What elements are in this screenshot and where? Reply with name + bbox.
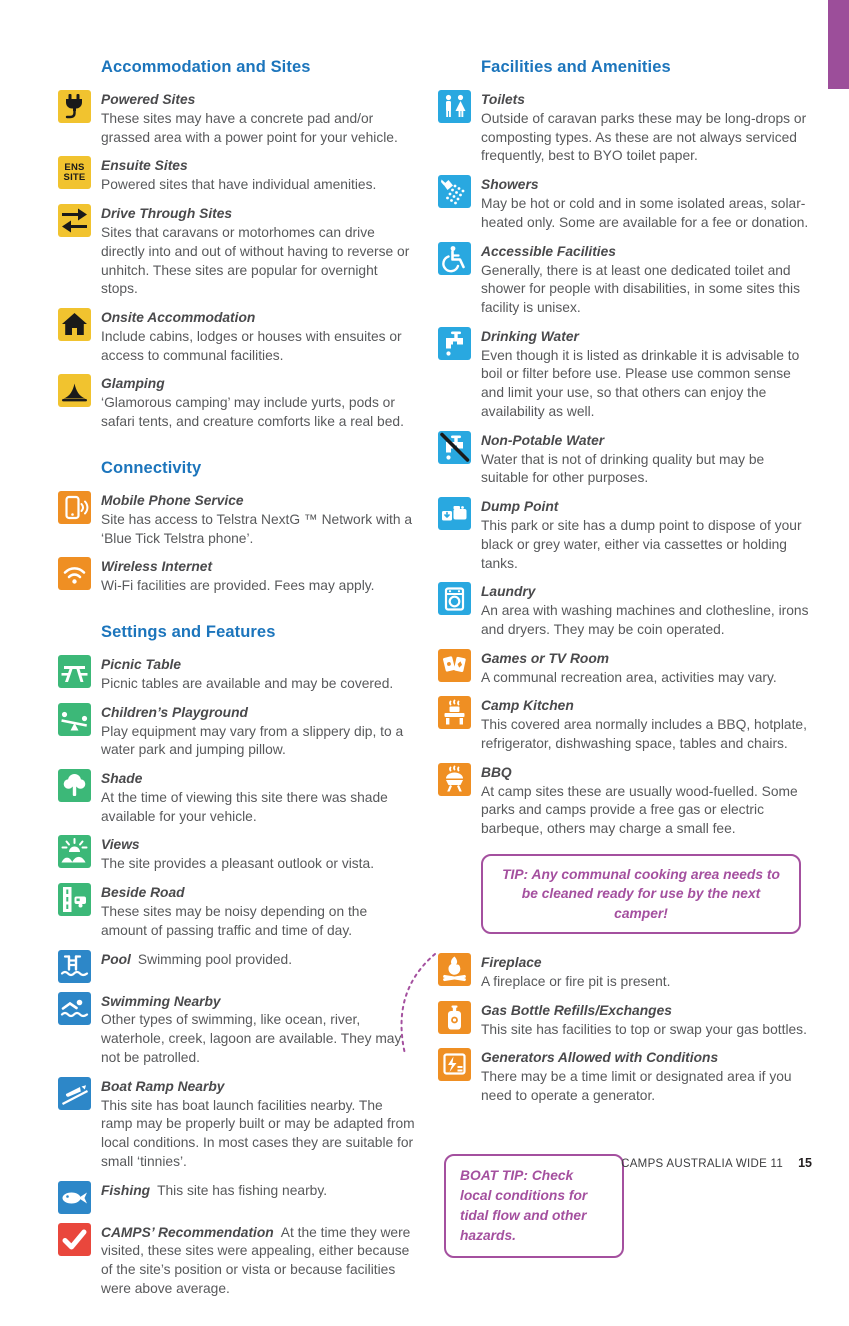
item-desc: A fireplace or fire pit is present. bbox=[481, 973, 671, 989]
checkmark-icon bbox=[58, 1223, 91, 1256]
legend-item-powered-sites bbox=[58, 90, 416, 147]
legend-item-dump-point bbox=[438, 497, 812, 573]
item-desc: This site has boat launch facilities nearby. The ramp may be properly built or may be adapted from local conditions. In most cases they are suitable for small ‘tinnies’. bbox=[101, 1097, 415, 1169]
item-title: CAMPS’ Recommendation bbox=[101, 1224, 274, 1240]
item-title: Generators Allowed with Conditions bbox=[481, 1050, 719, 1066]
ensuite-sites-icon bbox=[58, 156, 91, 189]
legend-item-generators-allowed bbox=[438, 1048, 812, 1105]
item-desc: May be hot or cold and in some isolated areas, solar-heated only. Some are available for a fee or donation. bbox=[481, 196, 809, 230]
seesaw-icon bbox=[58, 703, 91, 736]
legend-item-childrens-playground bbox=[58, 703, 416, 760]
legend-item-games-tv-room bbox=[438, 649, 812, 688]
item-desc: These sites may have a concrete pad and/or grassed area with a power point for your vehicle. bbox=[101, 110, 398, 145]
legend-item-laundry bbox=[438, 582, 812, 639]
item-desc: The site provides a pleasant outlook or vista. bbox=[101, 856, 375, 872]
swimmer-icon bbox=[58, 992, 91, 1025]
item-desc: These sites may be noisy depending on the amount of passing traffic and time of day. bbox=[101, 904, 368, 938]
dump-point-icon bbox=[438, 497, 471, 530]
book-title: CAMPS AUSTRALIA WIDE 11 bbox=[621, 1158, 784, 1170]
right-column bbox=[438, 58, 812, 1285]
item-desc: This covered area normally includes a BBQ, hotplate, refrigerator, dishwashing space, tables and chairs. bbox=[481, 717, 807, 752]
item-title: Non-Potable Water bbox=[481, 432, 605, 448]
legend-item-glamping bbox=[58, 374, 416, 431]
section-heading: Settings and Features bbox=[101, 622, 276, 641]
item-title: Onsite Accommodation bbox=[101, 310, 256, 326]
item-title: Views bbox=[101, 837, 140, 853]
item-desc: A communal recreation area, activities may vary. bbox=[481, 669, 777, 685]
item-title: Fishing bbox=[101, 1182, 151, 1198]
shower-icon bbox=[438, 175, 471, 208]
item-desc: Wi-Fi facilities are provided. Fees may apply. bbox=[101, 578, 375, 594]
playing-cards-icon bbox=[438, 649, 471, 682]
legend-item-boat-ramp-nearby bbox=[58, 1077, 416, 1172]
item-title: Games or TV Room bbox=[481, 650, 610, 666]
left-column bbox=[58, 58, 416, 1326]
legend-item-swimming-nearby bbox=[58, 992, 416, 1068]
no-drinking-water-icon bbox=[438, 431, 471, 464]
item-desc: Other types of swimming, like ocean, river, waterhole, creek, lagoon are available. They may not be patrolled. bbox=[101, 1012, 402, 1065]
wifi-icon bbox=[58, 557, 91, 590]
item-title: Powered Sites bbox=[101, 92, 196, 107]
dotted-connector-line bbox=[381, 948, 445, 1060]
legend-item-gas-bottle-refills bbox=[438, 1001, 812, 1040]
legend-item-wireless-internet bbox=[58, 557, 416, 596]
section-heading: Facilities and Amenities bbox=[481, 58, 671, 76]
item-title: Wireless Internet bbox=[101, 559, 213, 575]
item-title: Toilets bbox=[481, 92, 525, 107]
item-title: Gas Bottle Refills/Exchanges bbox=[481, 1002, 672, 1018]
item-title: Shade bbox=[101, 771, 143, 787]
item-desc: An area with washing machines and clothesline, irons and dryers. They may be coin operated. bbox=[481, 603, 809, 637]
legend-item-fishing bbox=[58, 1181, 416, 1214]
legend-item-ensuite-sites bbox=[58, 156, 416, 195]
legend-item-mobile-phone-service bbox=[58, 491, 416, 548]
item-title: Pool bbox=[101, 951, 131, 967]
legend-item-non-potable-water bbox=[438, 431, 812, 488]
item-title: Beside Road bbox=[101, 885, 185, 901]
item-title: Children’s Playground bbox=[101, 704, 248, 720]
item-title: Drive Through Sites bbox=[101, 206, 233, 222]
picnic-table-icon bbox=[58, 655, 91, 688]
item-desc: This site has fishing nearby. bbox=[157, 1182, 328, 1198]
tip-text: Any communal cooking area needs to be cleaned ready for use by the next camper! bbox=[521, 866, 780, 921]
item-title: Swimming Nearby bbox=[101, 993, 221, 1009]
legend-item-accessible-facilities bbox=[438, 242, 812, 318]
section-facilities-and-amenities bbox=[438, 58, 812, 1258]
section-accommodation-and-sites bbox=[58, 58, 416, 432]
camp-kitchen-icon bbox=[438, 696, 471, 729]
item-desc: At the time they were visited, these sites were appealing, either because of the site’s position or vista or because facilities were above average. bbox=[101, 1224, 411, 1296]
house-icon bbox=[58, 308, 91, 341]
item-title: Mobile Phone Service bbox=[101, 492, 244, 508]
water-tap-icon bbox=[438, 327, 471, 360]
page-corner-tab bbox=[828, 0, 849, 89]
item-desc: There may be a time limit or designated area if you need to operate a generator. bbox=[481, 1069, 792, 1103]
legend-item-bbq bbox=[438, 763, 812, 839]
item-title: Picnic Table bbox=[101, 656, 181, 672]
ensuite-icon-text: ENS SITE bbox=[63, 161, 86, 183]
washing-machine-icon bbox=[438, 582, 471, 615]
section-heading: Connectivity bbox=[101, 458, 202, 477]
item-title: Ensuite Sites bbox=[101, 158, 188, 174]
item-desc: Powered sites that have individual amenities. bbox=[101, 177, 377, 193]
pool-ladder-icon bbox=[58, 950, 91, 983]
toilets-icon bbox=[438, 90, 471, 123]
tent-icon bbox=[58, 374, 91, 407]
boat-ramp-icon bbox=[58, 1077, 91, 1110]
powered-sites-icon bbox=[58, 90, 91, 123]
item-title: Dump Point bbox=[481, 499, 559, 515]
legend-item-toilets bbox=[438, 90, 812, 166]
item-title: Drinking Water bbox=[481, 328, 579, 344]
item-title: BBQ bbox=[481, 764, 512, 780]
legend-item-fireplace bbox=[438, 953, 812, 992]
sunrise-view-icon bbox=[58, 835, 91, 868]
item-title: Showers bbox=[481, 177, 539, 193]
item-title: Laundry bbox=[481, 584, 536, 600]
legend-item-picnic-table bbox=[58, 655, 416, 694]
item-title: Fireplace bbox=[481, 954, 542, 970]
section-heading: Accommodation and Sites bbox=[101, 58, 311, 76]
boat-tip-label: BOAT TIP: bbox=[460, 1167, 528, 1183]
item-desc: Even though it is listed as drinkable it is advisable to boil or filter before use. Please use common sense and limit your use, so that others can enjoy the availability as well. bbox=[481, 347, 800, 419]
item-desc: Site has access to Telstra NextG ™ Network with a ‘Blue Tick Telstra phone’. bbox=[101, 511, 413, 546]
item-desc: At the time of viewing this site there was shade available for your vehicle. bbox=[101, 789, 388, 824]
legend-item-drinking-water bbox=[438, 327, 812, 422]
item-desc: Outside of caravan parks these may be long-drops or composting types. As these are not always serviced frequently, best to BYO toilet paper. bbox=[481, 110, 807, 164]
section-connectivity bbox=[58, 459, 416, 596]
wheelchair-icon bbox=[438, 242, 471, 275]
item-desc: Picnic tables are available and may be covered. bbox=[101, 675, 394, 691]
tip-label: TIP: bbox=[502, 866, 529, 882]
legend-item-views bbox=[58, 835, 416, 874]
item-desc: Include cabins, lodges or houses with ensuites or access to communal facilities. bbox=[101, 328, 402, 363]
item-title: Boat Ramp Nearby bbox=[101, 1078, 225, 1094]
legend-item-pool bbox=[58, 950, 416, 983]
roadside-icon bbox=[58, 883, 91, 916]
tip-box bbox=[481, 854, 801, 934]
page-footer bbox=[621, 1156, 812, 1170]
drive-through-arrows-icon bbox=[58, 204, 91, 237]
item-title: Glamping bbox=[101, 376, 165, 392]
legend-item-camp-kitchen bbox=[438, 696, 812, 753]
legend-item-camps-recommendation bbox=[58, 1223, 416, 1299]
tree-icon bbox=[58, 769, 91, 802]
page-number: 15 bbox=[798, 1156, 812, 1170]
fish-icon bbox=[58, 1181, 91, 1214]
item-desc: Sites that caravans or motorhomes can drive directly into and out of without having to reverse or unhitch. These sites are popular for overnight stops. bbox=[101, 225, 410, 297]
legend-item-beside-road bbox=[58, 883, 416, 940]
item-desc: This site has facilities to top or swap your gas bottles. bbox=[481, 1021, 807, 1037]
bbq-icon bbox=[438, 763, 471, 796]
legend-item-showers bbox=[438, 175, 812, 232]
item-desc: ‘Glamorous camping’ may include yurts, pods or safari tents, and creature comforts like a real bed. bbox=[101, 395, 404, 430]
item-title: Camp Kitchen bbox=[481, 698, 574, 714]
legend-item-shade bbox=[58, 769, 416, 826]
item-desc: Swimming pool provided. bbox=[137, 951, 293, 967]
item-desc: At camp sites these are usually wood-fuelled. Some parks and camps provide a free gas or electric barbeque, others may charge a small fee. bbox=[481, 783, 798, 837]
boat-tip-text: Check local conditions for tidal flow and other hazards. bbox=[460, 1167, 588, 1243]
boat-tip-box bbox=[444, 1154, 624, 1258]
item-desc: Generally, there is at least one dedicated toilet and shower for people with disabilities, in some sites this facility is unisex. bbox=[481, 262, 801, 316]
legend-item-onsite-accommodation bbox=[58, 308, 416, 365]
legend-item-drive-through-sites bbox=[58, 204, 416, 299]
item-title: Accessible Facilities bbox=[481, 243, 616, 259]
item-desc: This park or site has a dump point to dispose of your black or grey water, either via cassettes or holding tanks. bbox=[481, 518, 802, 571]
item-desc: Play equipment may vary from a slippery dip, to a water park and jumping pillow. bbox=[101, 723, 404, 758]
mobile-phone-icon bbox=[58, 491, 91, 524]
item-desc: Water that is not of drinking quality but may be suitable for other purposes. bbox=[481, 451, 765, 486]
section-settings-and-features bbox=[58, 623, 416, 1299]
